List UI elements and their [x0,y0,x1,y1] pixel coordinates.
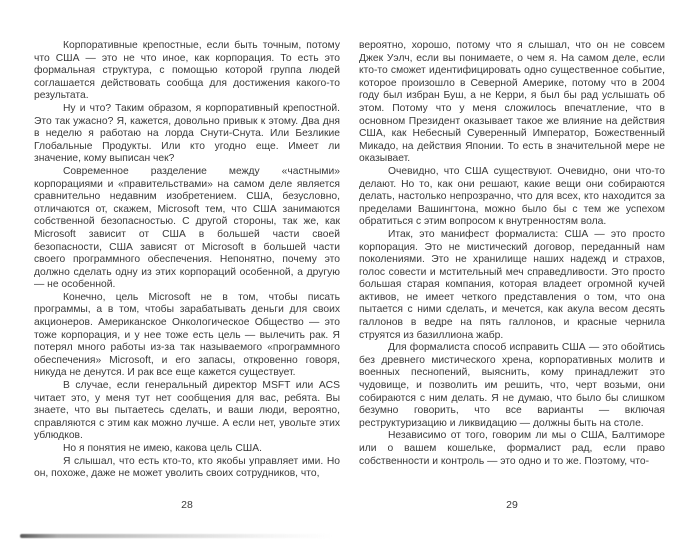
page-left [34,40,340,481]
paragraph: В случае, если генеральный директор MSFT или ACS читает это, у меня тут нет сообщения для вас, ребята. Вы знаете, что вы пытаетесь сделать, и ваши люди, вероятно, справляются с этим как можно лучше. А если нет, увольте этих ублюдков. [34,380,340,442]
paragraph: Очевидно, что США существуют. Очевидно, они что-то делают. Но то, как они решают, какие вещи они собираются делать, настолько непрозрачно, что для всех, кто находится за пределами Вашингтона, можно было бы с тем же успехом обратиться с этим вопросом к внутренностям вола. [359,165,665,228]
page-number-left: 28 [181,499,193,511]
paragraph: Корпоративные крепостные, если быть точным, потому что США — это не что иное, как корпорация. То есть это формальная структура, с помощью которой группа людей соглашается действовать сообща для достижения какого-то результата. [34,40,340,102]
paragraph: Конечно, цель Microsoft не в том, чтобы писать программы, а в том, чтобы зарабатывать деньги для своих акционеров. Американское Онкологическое Общество — это тоже корпорация, и у нее тоже есть цель — вылечить рак. Я потерял много работы из-за так называемого «программного обеспечения» Microsoft, и его запасы, откровенно говоря, никуда не денутся. И рак все еще кажется существует. [34,291,340,379]
page-edge-shadow [20,534,332,538]
paragraph-continuation: вероятно, хорошо, потому что я слышал, что он не совсем Джек Уэлч, если вы понимаете, о чем я. На самом деле, если кто-то сможет идентифицировать одно существенное событие, которое произошло в Северной Америке, потому что в 2004 году был избран Буш, а не Керри, я был бы рад услышать об этом. Потому что у меня сложилось впечатление, что в основном Президент оказывает такое же влияние на действия США, как Небесный Суверенный Император, Божественный Микадо, на действия Японии. То есть в значительной мере не оказывает. [359,40,665,165]
paragraph: Я слышал, что есть кто-то, кто якобы управляет ими. Но он, похоже, даже не может уволить своих сотрудников, что, [34,455,340,480]
paragraph: Но я понятия не имею, какова цель США. [63,443,262,454]
page-number-right: 29 [506,499,518,511]
page-right [359,40,665,468]
paragraph: Итак, это манифест формалиста: США — это просто корпорация. Это не мистический договор, переданный нам поколениями. Это не хранилище наших надежд и страхов, голос совести и мстительный меч справедливости. Это просто большая старая компания, которая владеет огромной кучей активов, не имеет четкого представления о том, что она пытается с ними сделать, и мечется, как акула весом десять галлонов в ведре на пять галлонов, и красные чернила струятся из базиллиона жабр. [359,228,665,341]
paragraph: Независимо от того, говорим ли мы о США, Балтиморе или о вашем кошельке, формалист рад, если право собственности и контроль — это одно и то же. Поэтому, что- [359,430,665,467]
paragraph: Ну и что? Таким образом, я корпоративный крепостной. Это так ужасно? Я, кажется, довольно привык к этому. Два дня в неделю я работаю на лорда Снути-Снута. Или Безликие Глобальные Продукты. Или кто угодно еще. Имеет ли значение, кому выписан чек? [34,102,340,165]
paragraph: Для формалиста способ исправить США — это обойтись без древнего мистического хрена, корпоративных молитв и военных песнопений, выяснить, кому принадлежит это чудовище, и позволить им решить, что, черт возьми, они собираются с ним делать. Я не думаю, что было бы слишком безумно говорить, что все варианты — включая реструктуризацию и ликвидацию — должны быть на столе. [359,342,665,429]
paragraph: Современное разделение между «частными» корпорациями и «правительствами» на самом деле является сравнительно недавним изобретением. США, безусловно, отличаются от, скажем, Microsoft тем, что США занимаются собственной безопасностью. С другой стороны, так же, как Microsoft зависит от США в большей части своей безопасности, США зависят от Microsoft в большей части своего программного обеспечения. Непонятно, почему это должно сделать одну из этих корпораций особенной, а другую — не особенной. [34,165,340,291]
